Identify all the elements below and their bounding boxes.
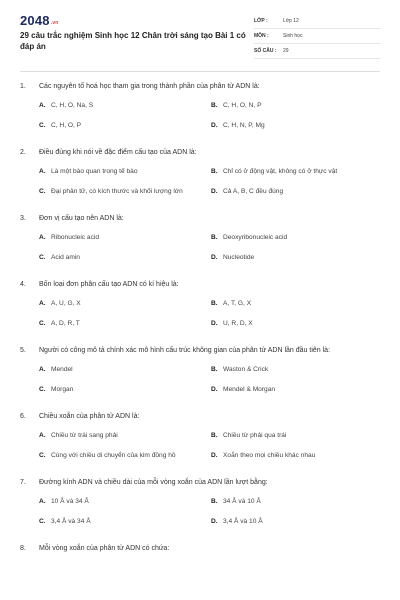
answer-option[interactable] [211,363,381,377]
answer-option[interactable] [211,251,381,265]
question-4 [20,278,380,331]
document-title: 29 câu trắc nghiệm Sinh học 12 Chân trời sáng tạo Bài 1 có đáp án [20,31,246,51]
question-7 [20,476,380,529]
option-text: Nucleotide [223,254,255,261]
question-1 [20,80,380,133]
answer-options [39,495,380,529]
meta-row-count: SỐ CÂU : 29 [254,44,380,59]
option-letter: B. [211,168,218,175]
answer-options [39,231,380,265]
answer-option[interactable] [211,165,381,179]
header [0,0,400,66]
option-letter: C. [39,188,46,195]
answer-options [39,429,380,463]
option-text: 3,4 Å và 34 Å [51,518,91,525]
option-text: 34 Å và 10 Å [223,498,261,505]
option-letter: C. [39,386,46,393]
question-stem [20,410,380,424]
question-stem [20,212,380,226]
option-letter: D. [211,386,218,393]
question-stem [20,80,380,94]
question-text: Bốn loại đơn phân cấu tạo ADN có kí hiệu là: [39,281,179,288]
question-stem [20,476,380,490]
option-letter: A. [39,432,46,439]
option-letter: B. [211,102,218,109]
question-5 [20,344,380,397]
answer-option[interactable] [211,297,381,311]
answer-option[interactable] [211,383,381,397]
question-number: 4. [20,281,26,288]
answer-option[interactable] [211,231,381,245]
option-letter: D. [211,452,218,459]
option-letter: B. [211,300,218,307]
option-text: Waston & Crick [223,366,269,373]
option-text: Đại phân tử, có kích thước và khối lượng lớn [51,188,183,195]
answer-option[interactable] [211,515,381,529]
option-letter: C. [39,122,46,129]
answer-options [39,297,380,331]
option-letter: C. [39,518,46,525]
option-text: Chiều từ phải qua trái [223,432,287,439]
answer-option[interactable] [211,99,381,113]
answer-option[interactable] [39,363,211,377]
option-letter: D. [211,254,218,261]
question-number: 3. [20,215,26,222]
question-text: Mỗi vòng xoắn của phân tử ADN có chứa: [39,545,170,552]
answer-option[interactable] [39,119,211,133]
option-letter: C. [39,320,46,327]
question-list [20,80,380,569]
option-letter: A. [39,366,46,373]
answer-options [39,363,380,397]
option-text: Cùng với chiều di chuyển của kim đồng hồ [51,452,176,459]
answer-option[interactable] [211,317,381,331]
question-stem [20,278,380,292]
option-text: C, H, N, P, Mg [223,122,265,129]
option-text: C, H, O, P [51,122,82,129]
option-letter: B. [211,498,218,505]
option-text: Là một bào quan trong tế bào [51,168,138,175]
option-text: Chỉ có ở động vật, không có ở thực vật [223,168,338,175]
option-text: A, T, G, X [223,300,252,307]
answer-option[interactable] [39,251,211,265]
question-text: Đường kính ADN và chiều dài của mỗi vòng xoắn của ADN lần lượt bằng: [39,479,268,486]
option-text: Ribonucleic acid [51,234,100,241]
question-stem [20,344,380,358]
question-number: 7. [20,479,26,486]
option-text: A, U, G, X [51,300,81,307]
option-letter: A. [39,300,46,307]
site-logo[interactable]: $2048^{.vn}$ [20,13,59,28]
option-text: C, H, O, Na, S [51,102,94,109]
option-text: U, R, D, X [223,320,253,327]
option-letter: A. [39,168,46,175]
question-number: 8. [20,545,26,552]
question-stem [20,146,380,160]
question-text: Điều đúng khi nói về đặc điểm cấu tạo của ADN là: [39,149,197,156]
meta-row-class: LỚP : Lớp 12 [254,14,380,29]
meta-row-subject: MÔN : Sinh học [254,29,380,44]
option-letter: B. [211,366,218,373]
option-text: Morgan [51,386,74,393]
option-text: Mendel [51,366,73,373]
answer-option[interactable] [211,119,381,133]
option-text: Mendel & Morgan [223,386,276,393]
option-letter: A. [39,102,46,109]
answer-option[interactable] [39,515,211,529]
question-8 [20,542,380,556]
answer-option[interactable] [39,185,211,199]
option-text: Chiều từ trái sang phải [51,432,118,439]
answer-option[interactable] [211,495,381,509]
question-text: Các nguyên tố hoá học tham gia trong thành phần của phân tử ADN là: [39,83,260,90]
option-text: Deoxyribonucleic acid [223,234,288,241]
quiz-meta [254,14,380,59]
option-letter: D. [211,188,218,195]
question-stem [20,542,380,556]
question-number: 1. [20,83,26,90]
option-letter: C. [39,254,46,261]
question-number: 2. [20,149,26,156]
option-text: C, H, O, N, P [223,102,262,109]
answer-option[interactable] [211,449,381,463]
header-divider [20,71,380,72]
option-letter: B. [211,432,218,439]
answer-option[interactable] [39,495,211,509]
question-text: Đơn vị cấu tạo nên ADN là: [39,215,124,222]
option-text: Acid amin [51,254,80,261]
answer-option[interactable] [211,185,381,199]
question-text: Chiều xoắn của phân tử ADN là: [39,413,140,420]
option-text: Cả A, B, C đều đúng [223,188,284,195]
answer-option[interactable] [39,317,211,331]
option-letter: B. [211,234,218,241]
question-3 [20,212,380,265]
option-letter: C. [39,452,46,459]
answer-option[interactable] [39,297,211,311]
option-letter: A. [39,498,46,505]
option-letter: D. [211,518,218,525]
option-text: 3,4 Å và 10 Å [223,518,263,525]
option-text: A, D, R, T [51,320,80,327]
option-letter: D. [211,320,218,327]
answer-option[interactable] [39,231,211,245]
answer-option[interactable] [39,449,211,463]
option-letter: D. [211,122,218,129]
option-letter: A. [39,234,46,241]
answer-options [39,99,380,133]
question-6 [20,410,380,463]
question-2 [20,146,380,199]
answer-option[interactable] [39,383,211,397]
answer-option[interactable] [39,99,211,113]
question-number: 6. [20,413,26,420]
answer-option[interactable] [39,429,211,443]
question-text: Người có công mô tả chính xác mô hình cấu trúc không gian của phân tử ADN lần đầu tiên là: [39,347,331,354]
option-text: Xoắn theo mọi chiều khác nhau [223,452,316,459]
option-text: 10 Å và 34 Å [51,498,89,505]
answer-option[interactable] [39,165,211,179]
question-number: 5. [20,347,26,354]
answer-option[interactable] [211,429,381,443]
answer-options [39,165,380,199]
